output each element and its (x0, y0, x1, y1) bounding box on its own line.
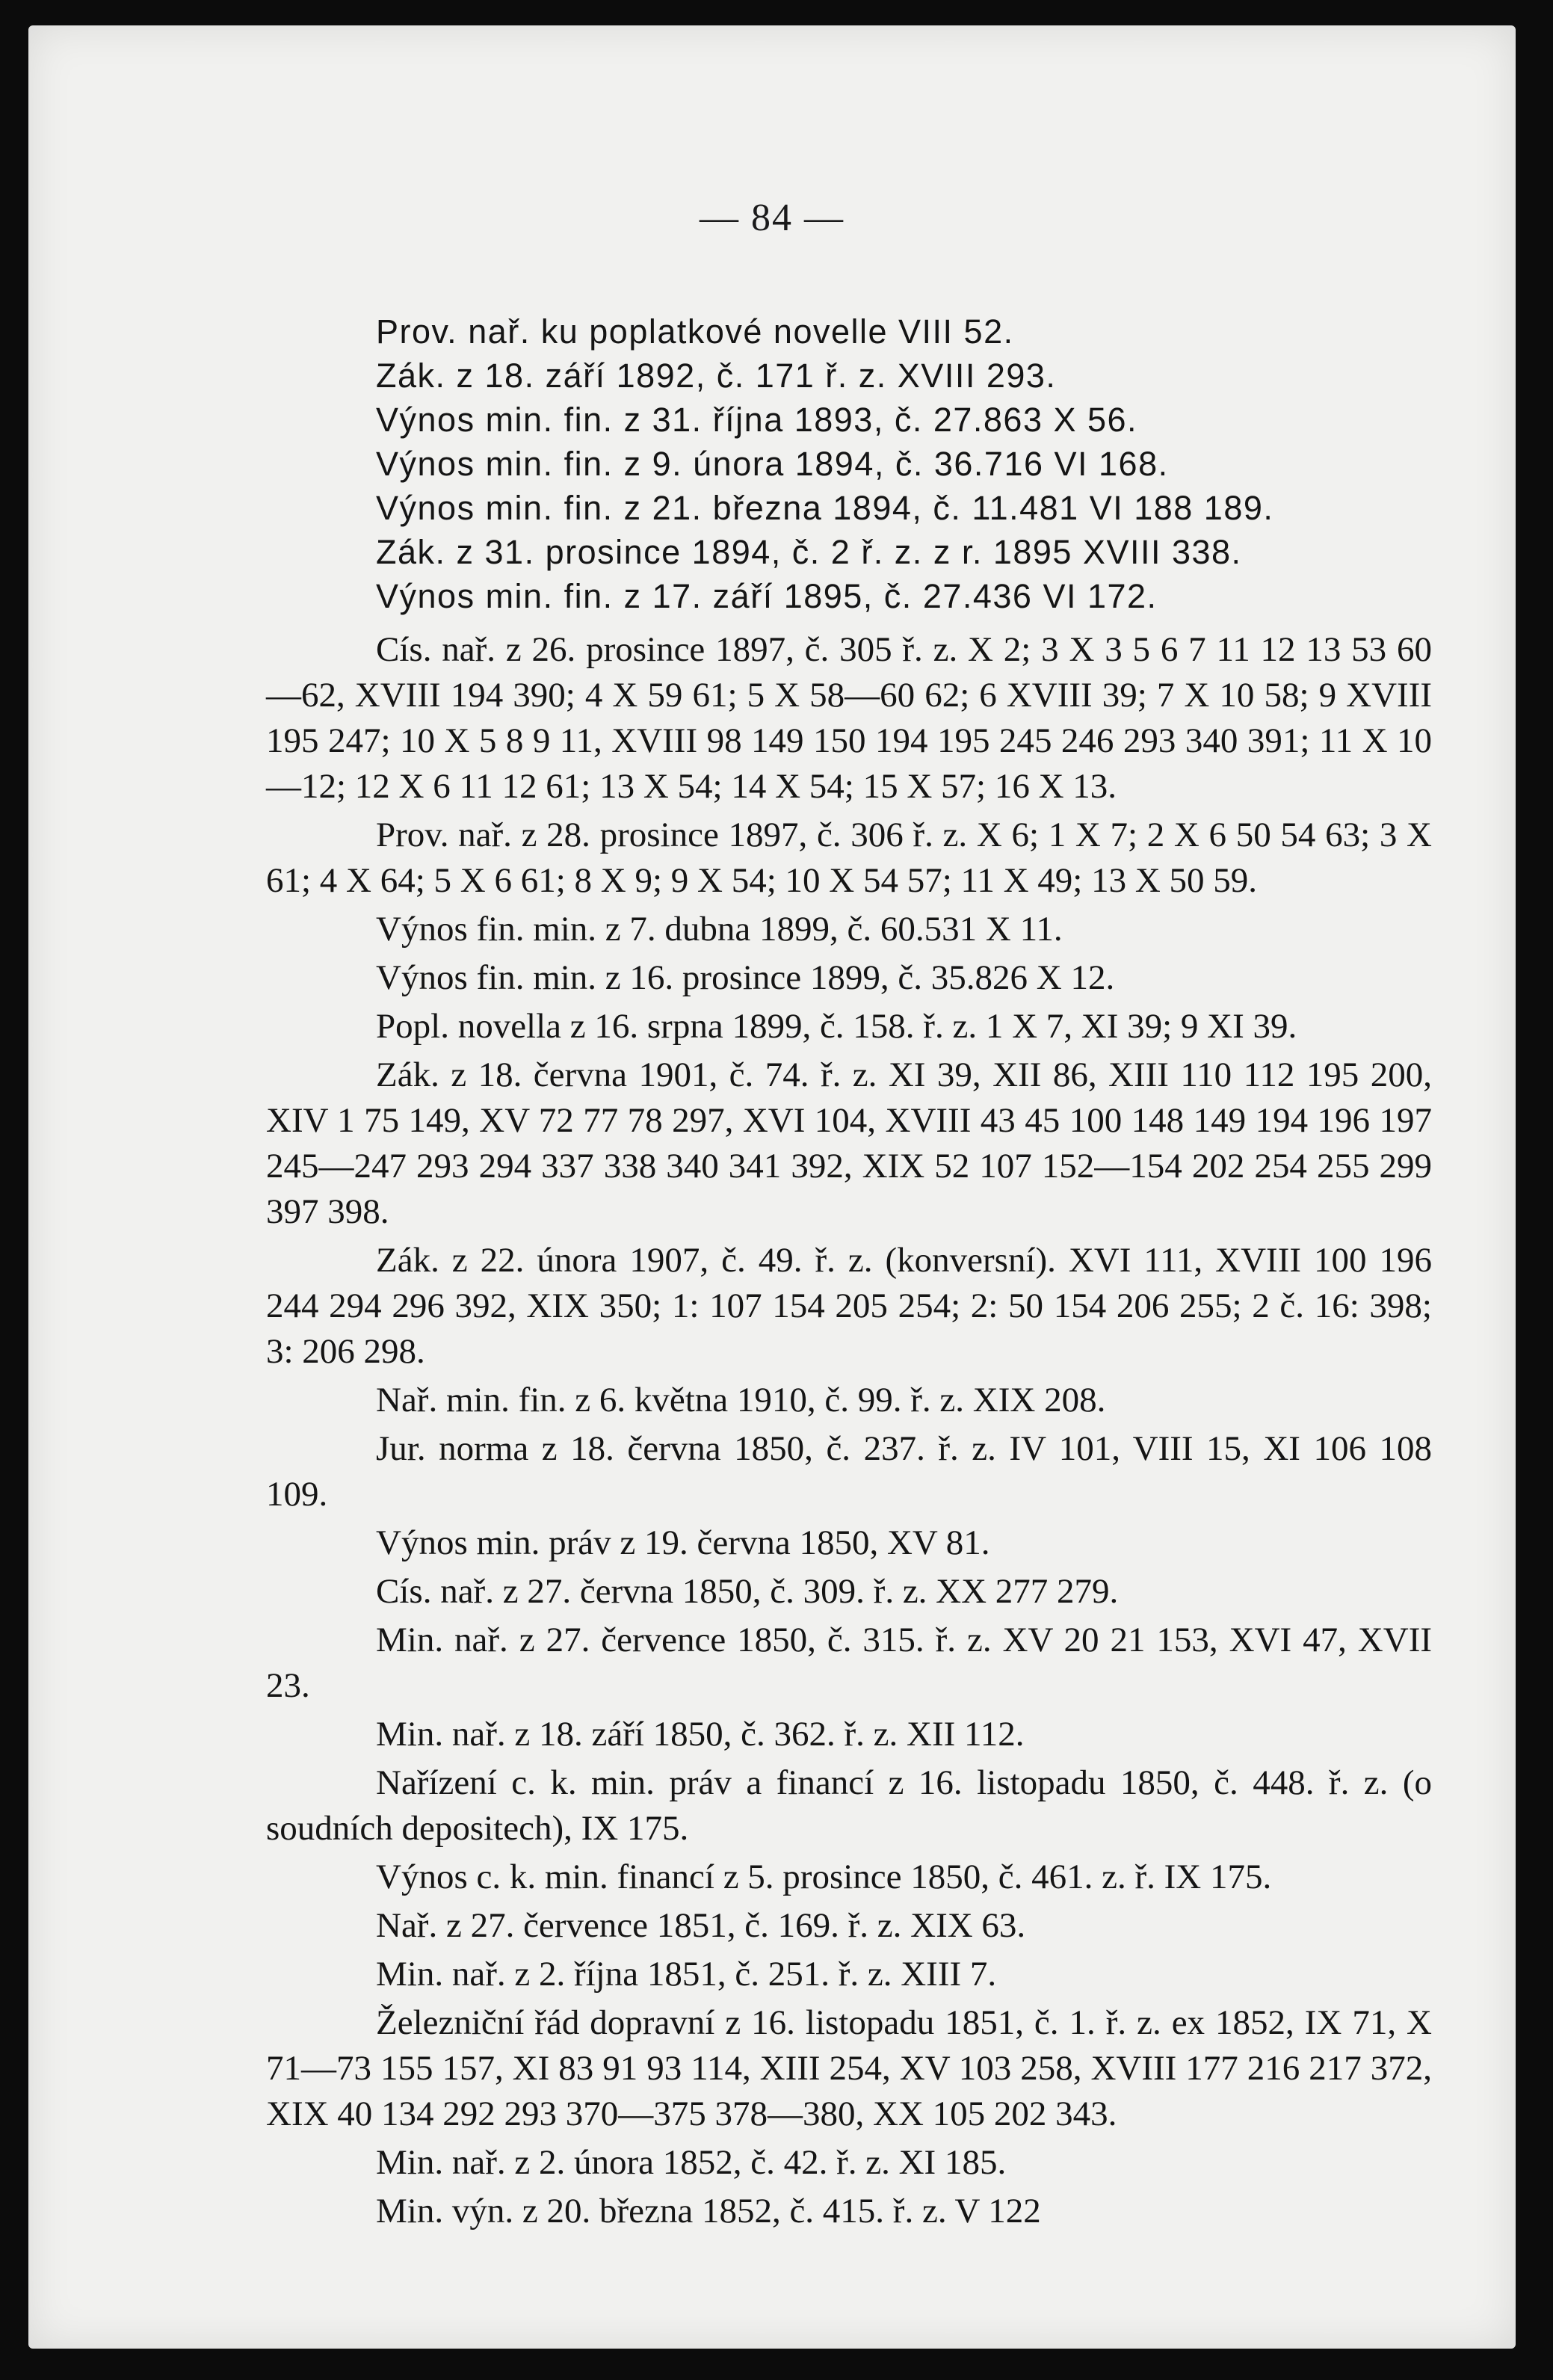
index-entry: Min. nař. z 18. září 1850, č. 362. ř. z. XII 112. (376, 1715, 1025, 1754)
index-entry: Výnos min. fin. z 9. února 1894, č. 36.716 VI 168. (376, 445, 1169, 483)
index-entry: Popl. novella z 16. srpna 1899, č. 158. ř. z. 1 X 7, XI 39; 9 XI 39. (376, 1007, 1297, 1046)
index-entry: Výnos min. fin. z 31. října 1893, č. 27.863 X 56. (376, 401, 1138, 439)
index-entry: Cís. nař. z 27. června 1850, č. 309. ř. z. XX 277 279. (376, 1572, 1119, 1611)
index-entry: Zák. z 31. prosince 1894, č. 2 ř. z. z r. 1895 XVIII 338. (376, 533, 1242, 571)
index-entry: Zák. z 22. února 1907, č. 49. ř. z. (konversní). XVI 111, XVIII 100 196 244 294 296 392, XIX 350; 1: 107 154 205 254; 2: 50 154 206 255; 2 č. 16: 398; 3: 206 298. (266, 1241, 1432, 1371)
index-entry: Výnos min. práv z 19. června 1850, XV 81. (376, 1523, 990, 1562)
index-entry: Min. výn. z 20. března 1852, č. 415. ř. z. V 122 (376, 2192, 1041, 2231)
index-entries (266, 309, 1432, 2234)
index-entry: Jur. norma z 18. června 1850, č. 237. ř. z. IV 101, VIII 15, XI 106 108 109. (266, 1429, 1432, 1514)
index-entry: Cís. nař. z 26. prosince 1897, č. 305 ř. z. X 2; 3 X 3 5 6 7 11 12 13 53 60—62, XVIII 194 390; 4 X 59 61; 5 X 58—60 62; 6 XVIII 39; 7 X 10 58; 9 XVIII 195 247; 10 X 5 8 9 11, XVIII 98 149 150 194 195 245 246 293 340 391; 11 X 10—12; 12 X 6 11 12 61; 13 X 54; 14 X 54; 15 X 57; 16 X 13. (266, 630, 1432, 806)
index-entry: Železniční řád dopravní z 16. listopadu 1851, č. 1. ř. z. ex 1852, IX 71, X 71—73 155 157, XI 83 91 93 114, XIII 254, XV 103 258, XVIII 177 216 217 372, XIX 40 134 292 293 370—375 378—380, XX 105 202 343. (266, 2003, 1432, 2133)
index-entry: Nař. z 27. července 1851, č. 169. ř. z. XIX 63. (376, 1906, 1026, 1945)
index-entry: Výnos fin. min. z 16. prosince 1899, č. 35.826 X 12. (376, 958, 1115, 997)
index-entry: Výnos min. fin. z 17. září 1895, č. 27.436 VI 172. (376, 577, 1158, 615)
index-entry: Zák. z 18. června 1901, č. 74. ř. z. XI 39, XII 86, XIII 110 112 195 200, XIV 1 75 149, XV 72 77 78 297, XVI 104, XVIII 43 45 100 148 149 194 196 197 245—247 293 294 337 338 340 341 392, XIX 52 107 152—154 202 254 255 299 397 398. (266, 1055, 1432, 1231)
index-entry: Výnos c. k. min. financí z 5. prosince 1850, č. 461. z. ř. IX 175. (376, 1858, 1272, 1896)
index-entry: Nař. min. fin. z 6. května 1910, č. 99. ř. z. XIX 208. (376, 1381, 1106, 1419)
index-entry: Výnos fin. min. z 7. dubna 1899, č. 60.531 X 11. (376, 910, 1063, 949)
index-entry: Min. nař. z 2. února 1852, č. 42. ř. z. XI 185. (376, 2143, 1007, 2182)
index-entry: Min. nař. z 2. října 1851, č. 251. ř. z. XIII 7. (376, 1955, 997, 1994)
index-entry: Výnos min. fin. z 21. března 1894, č. 11.481 VI 188 189. (376, 489, 1274, 527)
index-entry: Zák. z 18. září 1892, č. 171 ř. z. XVIII 293. (376, 357, 1057, 395)
index-entry: Prov. nař. z 28. prosince 1897, č. 306 ř. z. X 6; 1 X 7; 2 X 6 50 54 63; 3 X 61; 4 X 64; 5 X 6 61; 8 X 9; 9 X 54; 10 X 54 57; 11 X 49; 13 X 50 59. (266, 816, 1432, 900)
index-entry: Min. nař. z 27. července 1850, č. 315. ř. z. XV 20 21 153, XVI 47, XVII 23. (266, 1621, 1432, 1705)
index-entry: Nařízení c. k. min. práv a financí z 16. listopadu 1850, č. 448. ř. z. (o soudních depositech), IX 175. (266, 1763, 1432, 1848)
book-page (28, 25, 1516, 2349)
index-entry: Prov. nař. ku poplatkové novelle VIII 52. (376, 312, 1014, 351)
page-number: — 84 — (700, 197, 845, 239)
